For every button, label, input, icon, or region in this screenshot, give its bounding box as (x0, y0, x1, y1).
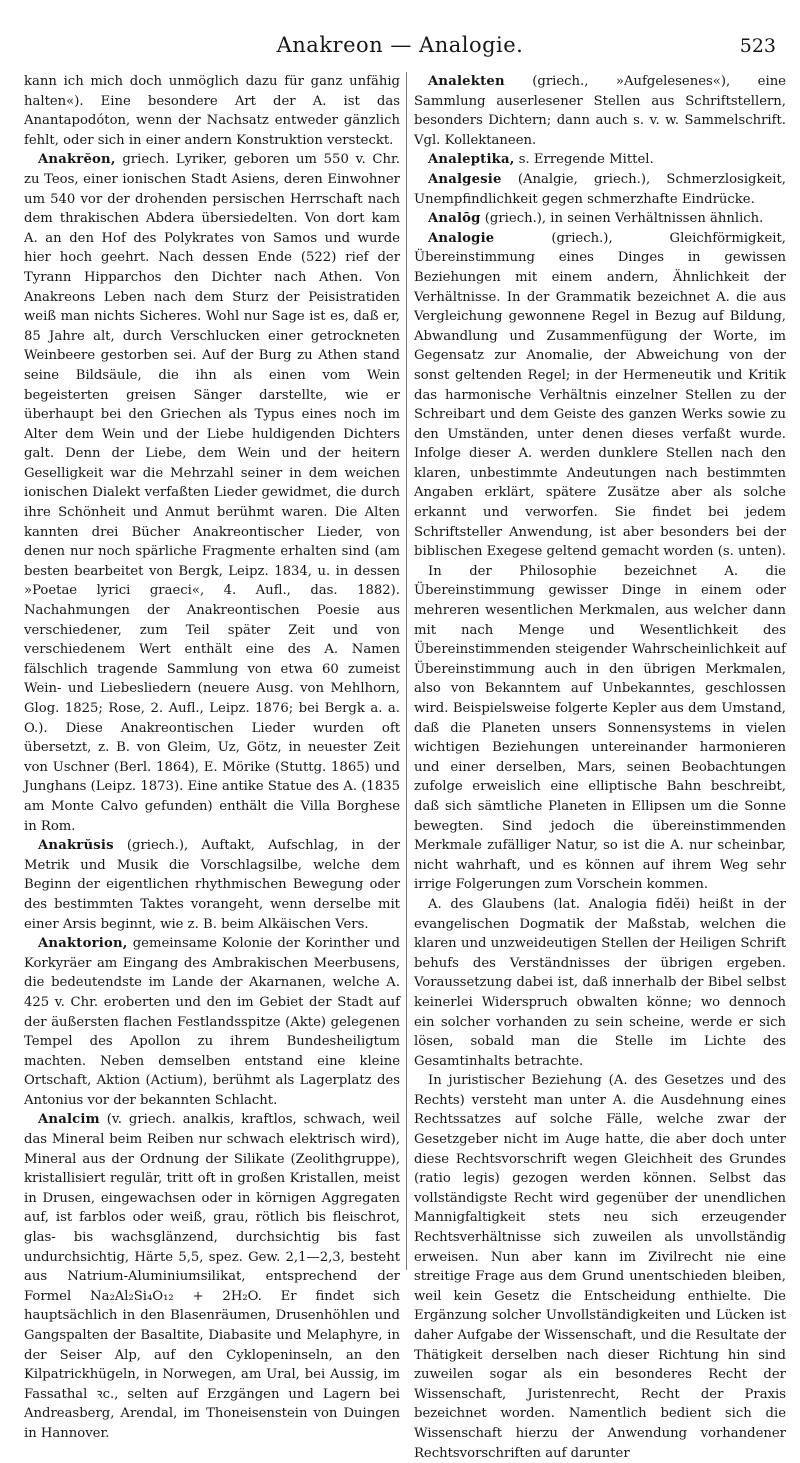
dictionary-entry (414, 72, 786, 150)
entry-body: (v. griech. analkis, kraftlos, schwach, weil das Mineral beim Reiben nur schwach elektrisch wird), Mineral aus der Ordnung der Silikate (Zeolithgruppe), kristallisiert regulär, tritt oft in großen Kristallen, meist in Drusen, eingewachsen oder in körnigen Aggregaten auf, ist farblos oder weiß, grau, rötlich bis fleischrot, glas- bis wachsglänzend, durchsichtig bis fast undurchsichtig, Härte 5,5, spez. Gew. 2,1—2,3, besteht aus Natrium-Aluminiumsilikat, entsprechend der Formel Na₂Al₂Si₄O₁₂ + 2H₂O. Er findet sich hauptsächlich in den Blasenräumen, Drusenhöhlen und Gangspalten der Basaltite, Diabasite und Melaphyre, in der Seiser Alp, auf den Cyklopeninseln, an den Kilpatrickhügeln, in Norwegen, am Ural, bei Aussig, im Fassathal ꝛc., selten auf Erzgängen und Lagern bei Andreasberg, Arendal, im Thoneisenstein von Duingen in Hannover. (24, 1112, 400, 1441)
entry-paragraph (414, 1071, 786, 1463)
entry-paragraph (414, 895, 786, 1071)
dictionary-entry (414, 170, 786, 209)
entry-headword: Analcim (38, 1112, 100, 1128)
entry-body: kann ich mich doch unmöglich dazu für ganz unfähig halten«). Eine besondere Art der A. ist das Anantapodóton, wenn der Nachsatz entweder gänzlich fehlt, oder sich in einer andern Konstruktion versteckt. (24, 74, 400, 148)
entry-body: (griech.), Gleichförmigkeit, Übereinstimmung eines Dinges in gewissen Beziehungen mit einem andern, Ähnlichkeit der Verhältnisse. In der Grammatik bezeichnet A. die aus Vergleichung gewonnene Regel in Bezug auf Bildung, Abwandlung und Zusammenfügung der Worte, im Gegensatz zur Anomalie, der Abweichung von der sonst geltenden Regel; in der Hermeneutik und Kritik das harmonische Verhältnis einzelner Stellen zu der Schreibart und dem Geiste des ganzen Werks sowie zu den Umständen, unter denen dieses verfaßt wurde. Infolge dieser A. werden dunklere Stellen nach den klaren, unbestimmte Andeutungen nach bestimmten Angaben erklärt, spätere Zusätze aber als solche erkannt und verworfen. Sie findet bei jedem Schriftsteller Anwendung, ist aber besonders bei der biblischen Exegese geltend gemacht worden (s. unten). (414, 230, 786, 560)
dictionary-entry (24, 836, 400, 934)
entry-body: s. Erregende Mittel. (514, 152, 654, 168)
left-column (24, 72, 400, 1441)
entry-paragraph (414, 562, 786, 895)
entry-headword: Analogie (428, 230, 495, 246)
continued-paragraph (24, 72, 400, 150)
entry-headword: Analekten (428, 74, 505, 89)
entry-headword: Anakrĕon, (38, 152, 116, 168)
entry-body: In juristischer Beziehung (A. des Gesetzes und des Rechts) versteht man unter A. die Ausdehnung eines Rechtssatzes auf solche Fälle, welche zwar der Gesetzgeber nicht im Auge hatte, die aber doch unter diese Rechtsvorschrift wegen Gleichheit des Grundes (ratio legis) gezogen werden können. Selbst das vollständigste Recht wird gegenüber der unendlichen Mannigfaltigkeit stets neu sich erzeugender Rechtsverhältnisse sich zuweilen als unvollständig erweisen. Nun aber kann im Zivilrecht nie eine streitige Frage aus dem Grund unentschieden bleiben, weil kein Gesetz die Entscheidung enthielte. Die Ergänzung solcher Unvollständigkeiten und Lücken ist daher Aufgabe der Wissenschaft, und die Resultate der Thätigkeit derselben nach dieser Richtung hin sind zuweilen sogar als ein besonderes Recht der Wissenschaft, Juristenrecht, Recht der Praxis bezeichnet worden. Namentlich bedient sich die Wissenschaft hierzu der Anwendung vorhandener Rechtsvorschriften auf darunter (414, 1073, 786, 1461)
running-header-title: Anakreon — Analogie. (276, 33, 524, 57)
right-column (414, 72, 786, 1461)
entry-body: gemeinsame Kolonie der Korinther und Korkyräer am Eingang des Ambrakischen Meerbusens, die bedeutendste im Lande der Akarnanen, welche A. 425 v. Chr. eroberten und den im Gebiet der Stadt auf der äußersten flachen Festlandsspitze (Akte) gelegenen Tempel des Apollon zu ihrem Bundesheiligtum machten. Neben demselben entstand eine kleine Ortschaft, Aktion (Actium), berühmt als Lagerplatz des Antonius vor der bekannten Schlacht. (24, 936, 400, 1108)
column-divider (406, 72, 407, 1270)
entry-body: (Analgie, griech.), Schmerzlosigkeit, Unempfindlichkeit gegen schmerzhafte Eindrücke. (414, 171, 786, 207)
dictionary-entry (24, 150, 400, 836)
entry-body: In der Philosophie bezeichnet A. die Übereinstimmung gewisser Dinge in einem oder mehreren wesentlichen Merkmalen, aus welcher dann mit nach Menge und Wesentlichkeit des Übereinstimmenden steigender Wahrscheinlichkeit auf Übereinstimmung auch in den übrigen Merkmalen, also von Bekanntem auf Unbekanntes, geschlossen wird. Beispielsweise folgerte Kepler aus dem Umstand, daß die Planeten unsers Sonnensystems in vielen wichtigen Beziehungen untereinander harmonieren und einer derselben, Mars, seinen Beobachtungen zufolge erweislich eine elliptische Bahn beschreibt, daß sich sämtliche Planeten in Ellipsen um die Sonne bewegten. Sind jedoch die übereinstimmenden Merkmale zufälliger Natur, so ist die A. nur scheinbar, nicht wahrhaft, und es können auf ihrem Weg sehr irrige Folgerungen zum Vorschein kommen. (414, 563, 786, 893)
entry-headword: Analōg (428, 211, 481, 227)
entry-body: A. des Glaubens (lat. Analogia fidĕi) heißt in der evangelischen Dogmatik der Maßstab, welchen die klaren und unzweideutigen Stellen der Heiligen Schrift behufs des Verständnisses der übrigen ergeben. Voraussetzung dabei ist, daß innerhalb der Bibel selbst keinerlei Widerspruch obwalten könne; wo dennoch ein solcher vorhanden zu sein scheine, werde er sich lösen, sobald man die Stelle im Lichte des Gesamtinhalts betrachte. (414, 896, 786, 1069)
page-number: 523 (739, 35, 776, 57)
entry-headword: Analeptika, (428, 152, 515, 168)
dictionary-entry (24, 1110, 400, 1443)
dictionary-entry (24, 934, 400, 1110)
entry-headword: Anakrŭsis (38, 838, 114, 854)
entry-body: (griech.), in seinen Verhältnissen ähnlich. (480, 211, 764, 227)
entry-body: (griech., »Aufgelesenes«), eine Sammlung auserlesener Stellen aus Schriftstellern, besonders Dichtern; dann auch s. v. w. Sammelschrift. Vgl. Kollektaneen. (414, 74, 786, 148)
entry-body: (griech.), Auftakt, Aufschlag, in der Metrik und Musik die Vorschlagsilbe, welche dem Beginn der eigentlichen rhythmischen Bewegung oder des bestimmten Taktes vorangeht, wenn derselbe mit einer Arsis beginnt, wie z. B. beim Alkäischen Vers. (24, 838, 400, 932)
entry-headword: Anaktorion, (38, 936, 128, 952)
dictionary-entry (414, 229, 786, 562)
entry-headword: Analgesie (428, 171, 502, 187)
dictionary-entry (414, 209, 786, 229)
dictionary-entry (414, 150, 786, 170)
entry-body: griech. Lyriker, geboren um 550 v. Chr. zu Teos, einer ionischen Stadt Asiens, deren Einwohner um 540 vor der drohenden persischen Herrschaft nach dem thrakischen Abdera übersiedelten. Von dort kam A. an den Hof des Polykrates von Samos und wurde hier hoch geehrt. Nach dessen Ende (522) rief der Tyrann Hipparchos den Dichter nach Athen. Von Anakreons Leben nach dem Sturz der Peisistratiden weiß man nichts Sicheres. Wohl nur Sage ist es, daß er, 85 Jahre alt, durch Verschlucken einer getrockneten Weinbeere gestorben sei. Auf der Burg zu Athen stand seine Bildsäule, die ihn als einen vom Wein begeisterten greisen Sänger darstellte, wie er überhaupt bei den Griechen als Typus eines noch im Alter dem Wein und der Liebe huldigenden Dichters galt. Denn der Liebe, dem Wein und der heitern Geselligkeit war die Mehrzahl seiner in dem weichen ionischen Dialekt verfaßten Lieder gewidmet, die durch ihre Schönheit und Anmut berühmt waren. Die Alten kannten drei Bücher Anakreontischer Lieder, von denen nur noch spärliche Fragmente erhalten sind (am besten bearbeitet von Bergk, Leipz. 1834, u. in dessen »Poetae lyrici graeci«, 4. Aufl., das. 1882). Nachahmungen der Anakreontischen Poesie aus verschiedener, zum Teil später Zeit und von verschiedenem Wert enthält eine des A. Namen fälschlich tragende Sammlung von etwa 60 zumeist Wein- und Liebesliedern (neuere Ausg. von Mehlhorn, Glog. 1825; Rose, 2. Aufl., Leipz. 1876; bei Bergk a. a. O.). Diese Anakreontischen Lieder wurden oft übersetzt, z. B. von Gleim, Uz, Götz, in neuester Zeit von Uschner (Berl. 1864), E. Mörike (Stuttg. 1865) und Junghans (Leipz. 1873). Eine antike Statue des A. (1835 am Monte Calvo gefunden) enthält die Villa Borghese in Rom. (24, 152, 400, 834)
